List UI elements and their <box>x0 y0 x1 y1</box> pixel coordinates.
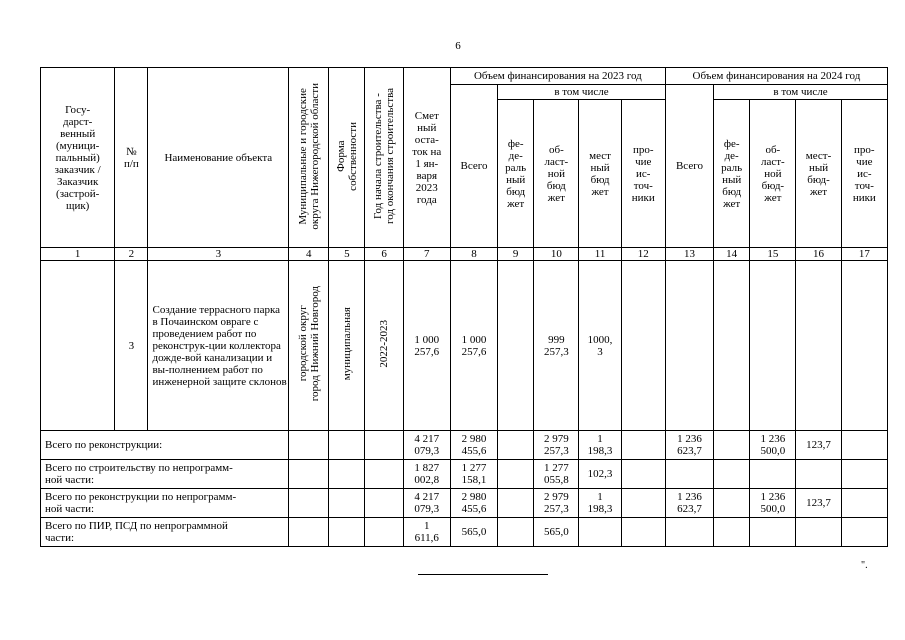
financing-table <box>40 67 888 547</box>
summary-regional-2024 <box>750 460 796 489</box>
cell-regional-2023: 999 257,3 <box>534 261 579 431</box>
summary-row <box>41 460 888 489</box>
header-ownership: Форма собственности <box>329 68 365 248</box>
summary-label: Всего по реконструкции по непрограмм- ной части: <box>41 489 289 518</box>
col-number: 10 <box>534 248 579 261</box>
cell-ownership: муниципальная <box>329 261 365 431</box>
header-total-2023: Всего <box>450 85 497 248</box>
header-num: № п/п <box>115 68 148 248</box>
header-other-2024: про- чие ис- точ- ники <box>841 100 887 248</box>
col-number: 7 <box>403 248 450 261</box>
cell-total-2023: 1 000 257,6 <box>450 261 497 431</box>
summary-total-2024: 1 236 623,7 <box>665 431 713 460</box>
summary-label: Всего по ПИР, ПСД по непрограммной части: <box>41 518 289 547</box>
summary-local-2024 <box>796 518 841 547</box>
summary-regional-2024: 1 236 500,0 <box>750 489 796 518</box>
summary-regional-2023: 2 979 257,3 <box>534 489 579 518</box>
col-number: 13 <box>665 248 713 261</box>
cell-total-2024 <box>665 261 713 431</box>
summary-total-2023: 565,0 <box>450 518 497 547</box>
cell-estimate: 1 000 257,6 <box>403 261 450 431</box>
summary-estimate: 1 611,6 <box>403 518 450 547</box>
summary-regional-2023: 565,0 <box>534 518 579 547</box>
summary-local-2023: 1 198,3 <box>579 489 621 518</box>
summary-estimate: 4 217 079,3 <box>403 431 450 460</box>
summary-row <box>41 518 888 547</box>
cell-num: 3 <box>115 261 148 431</box>
summary-regional-2024: 1 236 500,0 <box>750 431 796 460</box>
cell-municipality: городской округ город Нижний Новгород <box>289 261 329 431</box>
header-federal-2023: фе- де- раль ный бюд жет <box>498 100 534 248</box>
cell-other-2023 <box>621 261 665 431</box>
summary-label: Всего по реконструкции: <box>41 431 289 460</box>
header-municipality: Муниципальные и городские округа Нижегородской области <box>289 68 329 248</box>
cell-other-2024 <box>841 261 887 431</box>
header-fin-2024: Объем финансирования на 2024 год <box>665 68 887 85</box>
cell-customer <box>41 261 115 431</box>
cell-federal-2024 <box>714 261 750 431</box>
summary-label: Всего по строительству по непрограмм- ной части: <box>41 460 289 489</box>
summary-total-2023: 1 277 158,1 <box>450 460 497 489</box>
summary-row <box>41 489 888 518</box>
col-number: 6 <box>365 248 403 261</box>
col-number: 3 <box>148 248 289 261</box>
header-estimate: Смет ный оста- ток на 1 ян- варя 2023 года <box>403 68 450 248</box>
col-number: 5 <box>329 248 365 261</box>
col-number: 11 <box>579 248 621 261</box>
footer-divider <box>418 574 548 575</box>
summary-local-2023: 1 198,3 <box>579 431 621 460</box>
col-number: 12 <box>621 248 665 261</box>
cell-local-2023: 1000, 3 <box>579 261 621 431</box>
closing-quote: ". <box>861 560 868 571</box>
summary-total-2023: 2 980 455,6 <box>450 489 497 518</box>
header-federal-2024: фе- де- раль ный бюд жет <box>714 100 750 248</box>
summary-local-2023: 102,3 <box>579 460 621 489</box>
header-including-2024: в том числе <box>714 85 888 100</box>
col-number: 8 <box>450 248 497 261</box>
header-object-name: Наименование объекта <box>148 68 289 248</box>
summary-regional-2024 <box>750 518 796 547</box>
summary-total-2024: 1 236 623,7 <box>665 489 713 518</box>
cell-regional-2024 <box>750 261 796 431</box>
summary-total-2024 <box>665 518 713 547</box>
cell-years: 2022-2023 <box>365 261 403 431</box>
header-including-2023: в том числе <box>498 85 666 100</box>
summary-total-2024 <box>665 460 713 489</box>
header-fin-2023: Объем финансирования на 2023 год <box>450 68 665 85</box>
cell-local-2024 <box>796 261 841 431</box>
summary-regional-2023: 2 979 257,3 <box>534 431 579 460</box>
header-customer: Госу- дарст- венный (муници- пальный) заказчик / Заказчик (застрой- щик) <box>41 68 115 248</box>
col-number: 16 <box>796 248 841 261</box>
col-number: 4 <box>289 248 329 261</box>
summary-estimate: 4 217 079,3 <box>403 489 450 518</box>
header-regional-2024: об- ласт- ной бюд- жет <box>750 100 796 248</box>
cell-federal-2023 <box>498 261 534 431</box>
header-local-2024: мест- ный бюд- жет <box>796 100 841 248</box>
col-number: 14 <box>714 248 750 261</box>
page-number: 6 <box>455 40 461 52</box>
col-number: 15 <box>750 248 796 261</box>
summary-estimate: 1 827 002,8 <box>403 460 450 489</box>
header-regional-2023: об- ласт- ной бюд жет <box>534 100 579 248</box>
col-number: 1 <box>41 248 115 261</box>
summary-local-2024 <box>796 460 841 489</box>
summary-total-2023: 2 980 455,6 <box>450 431 497 460</box>
col-number: 2 <box>115 248 148 261</box>
summary-local-2024: 123,7 <box>796 489 841 518</box>
header-total-2024: Всего <box>665 85 713 248</box>
summary-row <box>41 431 888 460</box>
summary-regional-2023: 1 277 055,8 <box>534 460 579 489</box>
col-number: 17 <box>841 248 887 261</box>
table-row <box>41 261 888 431</box>
header-local-2023: мест ный бюд жет <box>579 100 621 248</box>
cell-object-name: Создание террасного парка в Почаинском овраге с проведением работ по реконструк-ции коллектора дожде-вой канализации и вы-полнением работ по инженерной защите склонов <box>148 261 289 431</box>
col-number: 9 <box>498 248 534 261</box>
summary-local-2023 <box>579 518 621 547</box>
header-years: Год начала строительства - год окончания строительства <box>365 68 403 248</box>
header-other-2023: про- чие ис- точ- ники <box>621 100 665 248</box>
summary-local-2024: 123,7 <box>796 431 841 460</box>
